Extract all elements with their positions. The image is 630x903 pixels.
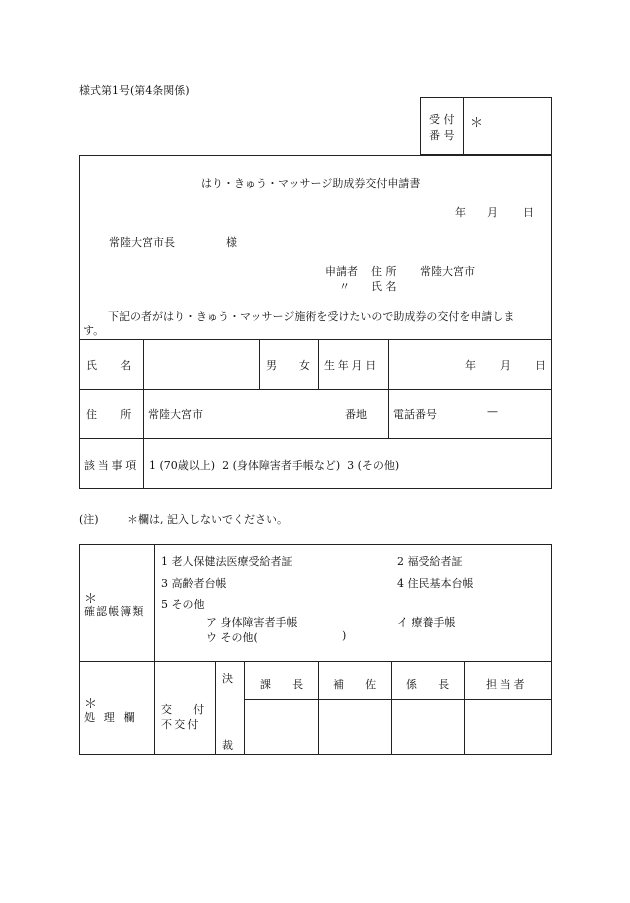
confirm-item-5: 5 その他 [161, 598, 205, 611]
birth-date-label: 生年月日 [324, 359, 379, 372]
confirm-item-4: 4 住民基本台帳 [397, 577, 474, 590]
sex-column-left [259, 339, 260, 389]
note-text: ＊欄は, 記入しないでください。 [127, 513, 288, 526]
date-month: 月 [487, 206, 498, 219]
category-label: 該当事項 [84, 459, 139, 472]
office-use-table [79, 544, 552, 755]
approval-column-2 [391, 661, 392, 755]
approval-column-1 [318, 661, 319, 755]
confirm-sub-i: イ 療養手帳 [397, 616, 456, 629]
decision-column-left [215, 661, 216, 755]
receipt-label-line2: 番 号 [429, 129, 455, 142]
birth-day: 日 [535, 359, 546, 372]
sex-female: 女 [299, 359, 310, 372]
col-assistant: 補 佐 [333, 678, 385, 691]
confirm-mark: ＊ [84, 592, 98, 607]
confirm-item-3: 3 高齢者台帳 [161, 577, 227, 590]
statement-text: 下記の者がはり・きゅう・マッサージ施術を受けたいので助成券の交付を申請しま [108, 310, 515, 323]
birth-phone-divider [388, 339, 389, 438]
date-day: 日 [523, 206, 534, 219]
process-mark: ＊ [84, 697, 98, 712]
address-label: 住 所 [86, 408, 142, 421]
row-divider-2 [79, 389, 552, 390]
decision-char-top: 決 [222, 672, 233, 685]
confirm-sub-u: ウ その他( [206, 631, 258, 644]
birth-month: 月 [500, 359, 511, 372]
approval-header-divider [244, 699, 552, 700]
confirm-item-2: 2 福受給者証 [397, 555, 463, 568]
confirm-item-1: 1 老人保健法医療受給者証 [161, 555, 293, 568]
decision-column-right [244, 661, 245, 755]
applicant-name-label: 氏 名 [371, 280, 397, 293]
phone-label: 電話番号 [393, 408, 437, 421]
address-value: 常陸大宮市 [148, 408, 203, 421]
phone-dash: — [487, 405, 498, 418]
row-divider-3 [79, 438, 552, 439]
process-label: 処理欄 [84, 711, 144, 724]
birth-year: 年 [465, 359, 476, 372]
office-table-label-divider [154, 544, 155, 755]
statement-continuation: す。 [83, 324, 105, 337]
issue-option: 交 付 [161, 703, 213, 716]
confirm-sub-u-close: ) [342, 629, 347, 642]
receipt-divider [463, 97, 464, 155]
banchi-label: 番地 [345, 408, 367, 421]
applicant-address-value: 常陸大宮市 [420, 265, 475, 278]
date-year: 年 [455, 206, 466, 219]
receipt-label-line1: 受 付 [429, 113, 455, 126]
form-number: 様式第1号(第4条関係) [79, 84, 190, 97]
confirm-sub-a: ア 身体障害者手帳 [206, 616, 298, 629]
decision-char-bottom: 裁 [222, 739, 233, 752]
applicant-address-label: 住 所 [371, 265, 397, 278]
col-subsection-chief: 係 長 [406, 678, 458, 691]
ditto-mark: 〃 [339, 280, 350, 293]
approval-column-3 [464, 661, 465, 755]
label-column-divider [143, 339, 144, 489]
col-person-in-charge: 担当者 [486, 678, 528, 691]
addressee-name: 常陸大宮市長 [109, 236, 175, 249]
sex-male: 男 [266, 359, 277, 372]
applicant-label: 申請者 [325, 265, 358, 278]
office-table-row-divider [79, 661, 552, 662]
not-issue-option: 不交付 [161, 718, 201, 731]
receipt-mark: ＊ [470, 116, 484, 131]
confirm-label: 確認帳簿類 [84, 605, 145, 618]
sex-column-right [318, 339, 319, 389]
col-section-chief: 課 長 [260, 678, 312, 691]
name-label: 氏 名 [86, 359, 142, 372]
row-divider-1 [79, 339, 552, 340]
form-title: はり・きゅう・マッサージ助成券交付申請書 [201, 177, 421, 190]
category-options: 1 (70歳以上) 2 (身体障害者手帳など) 3 (その他) [149, 459, 400, 472]
note-label: (注) [79, 513, 99, 526]
addressee-honorific: 様 [226, 236, 237, 249]
